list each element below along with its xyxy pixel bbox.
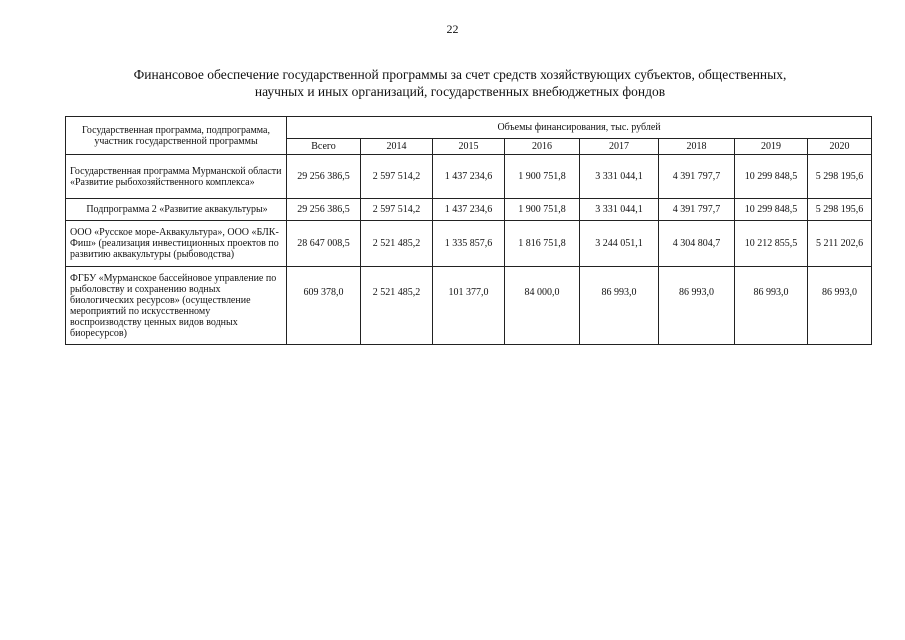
cell-2015: 101 377,0 — [433, 267, 505, 345]
cell-total: 29 256 386,5 — [287, 155, 361, 199]
row-name: Государственная программа Мурманской области «Развитие рыбохозяйственного комплекса» — [66, 155, 287, 199]
header-program-cell — [66, 117, 287, 155]
cell-2020: 5 298 195,6 — [808, 199, 872, 221]
cell-2019: 86 993,0 — [735, 267, 808, 345]
title-line-2: научных и иных организаций, государственных внебюджетных фондов — [254, 84, 666, 99]
cell-2019: 10 212 855,5 — [735, 221, 808, 267]
cell-2015: 1 335 857,6 — [433, 221, 505, 267]
column-header-2019: 2019 — [735, 139, 808, 155]
row-name: ФГБУ «Мурманское бассейновое управление по рыболовству и сохранению водных биологических ресурсов» (осуществление мероприятий по искусственному воспроизводству ценных видов водных биоресурсов) — [66, 267, 287, 345]
cell-2016: 1 816 751,8 — [505, 221, 580, 267]
table-row — [66, 267, 872, 345]
cell-2019: 10 299 848,5 — [735, 155, 808, 199]
cell-2015: 1 437 234,6 — [433, 199, 505, 221]
row-name: ООО «Русское море-Аквакультура», ООО «БЛК-Фиш» (реализация инвестиционных проектов по развитию аквакультуры (рыбоводства) — [66, 221, 287, 267]
table-row — [66, 221, 872, 267]
cell-2014: 2 597 514,2 — [361, 199, 433, 221]
cell-2020: 5 211 202,6 — [808, 221, 872, 267]
cell-2018: 86 993,0 — [659, 267, 735, 345]
column-header-2020: 2020 — [808, 139, 872, 155]
cell-2017: 86 993,0 — [580, 267, 659, 345]
column-header-2016: 2016 — [505, 139, 580, 155]
column-header-total: Всего — [287, 139, 361, 155]
table-row — [66, 199, 872, 221]
cell-2018: 4 391 797,7 — [659, 155, 735, 199]
cell-2018: 4 304 804,7 — [659, 221, 735, 267]
column-header-2017: 2017 — [580, 139, 659, 155]
table-row — [66, 155, 872, 199]
header-funding-group: Объемы финансирования, тыс. рублей — [287, 117, 872, 139]
cell-2018: 4 391 797,7 — [659, 199, 735, 221]
cell-2016: 84 000,0 — [505, 267, 580, 345]
column-header-2014: 2014 — [361, 139, 433, 155]
cell-total: 29 256 386,5 — [287, 199, 361, 221]
header-program-label: Государственная программа, подпрограмма, участник государственной программы — [82, 124, 270, 147]
cell-2020: 5 298 195,6 — [808, 155, 872, 199]
title-line-1: Финансовое обеспечение государственной программы за счет средств хозяйствующих субъектов, общественных, — [133, 67, 787, 82]
document-title — [60, 66, 860, 100]
cell-2014: 2 597 514,2 — [361, 155, 433, 199]
column-header-2015: 2015 — [433, 139, 505, 155]
cell-2017: 3 331 044,1 — [580, 155, 659, 199]
cell-2015: 1 437 234,6 — [433, 155, 505, 199]
cell-2016: 1 900 751,8 — [505, 199, 580, 221]
cell-2014: 2 521 485,2 — [361, 267, 433, 345]
cell-2014: 2 521 485,2 — [361, 221, 433, 267]
cell-2017: 3 244 051,1 — [580, 221, 659, 267]
column-header-2018: 2018 — [659, 139, 735, 155]
row-name: Подпрограмма 2 «Развитие аквакультуры» — [66, 199, 287, 221]
cell-total: 28 647 008,5 — [287, 221, 361, 267]
cell-2020: 86 993,0 — [808, 267, 872, 345]
cell-2017: 3 331 044,1 — [580, 199, 659, 221]
cell-total: 609 378,0 — [287, 267, 361, 345]
cell-2016: 1 900 751,8 — [505, 155, 580, 199]
cell-2019: 10 299 848,5 — [735, 199, 808, 221]
financing-table — [65, 116, 872, 345]
page-number: 22 — [446, 22, 459, 36]
